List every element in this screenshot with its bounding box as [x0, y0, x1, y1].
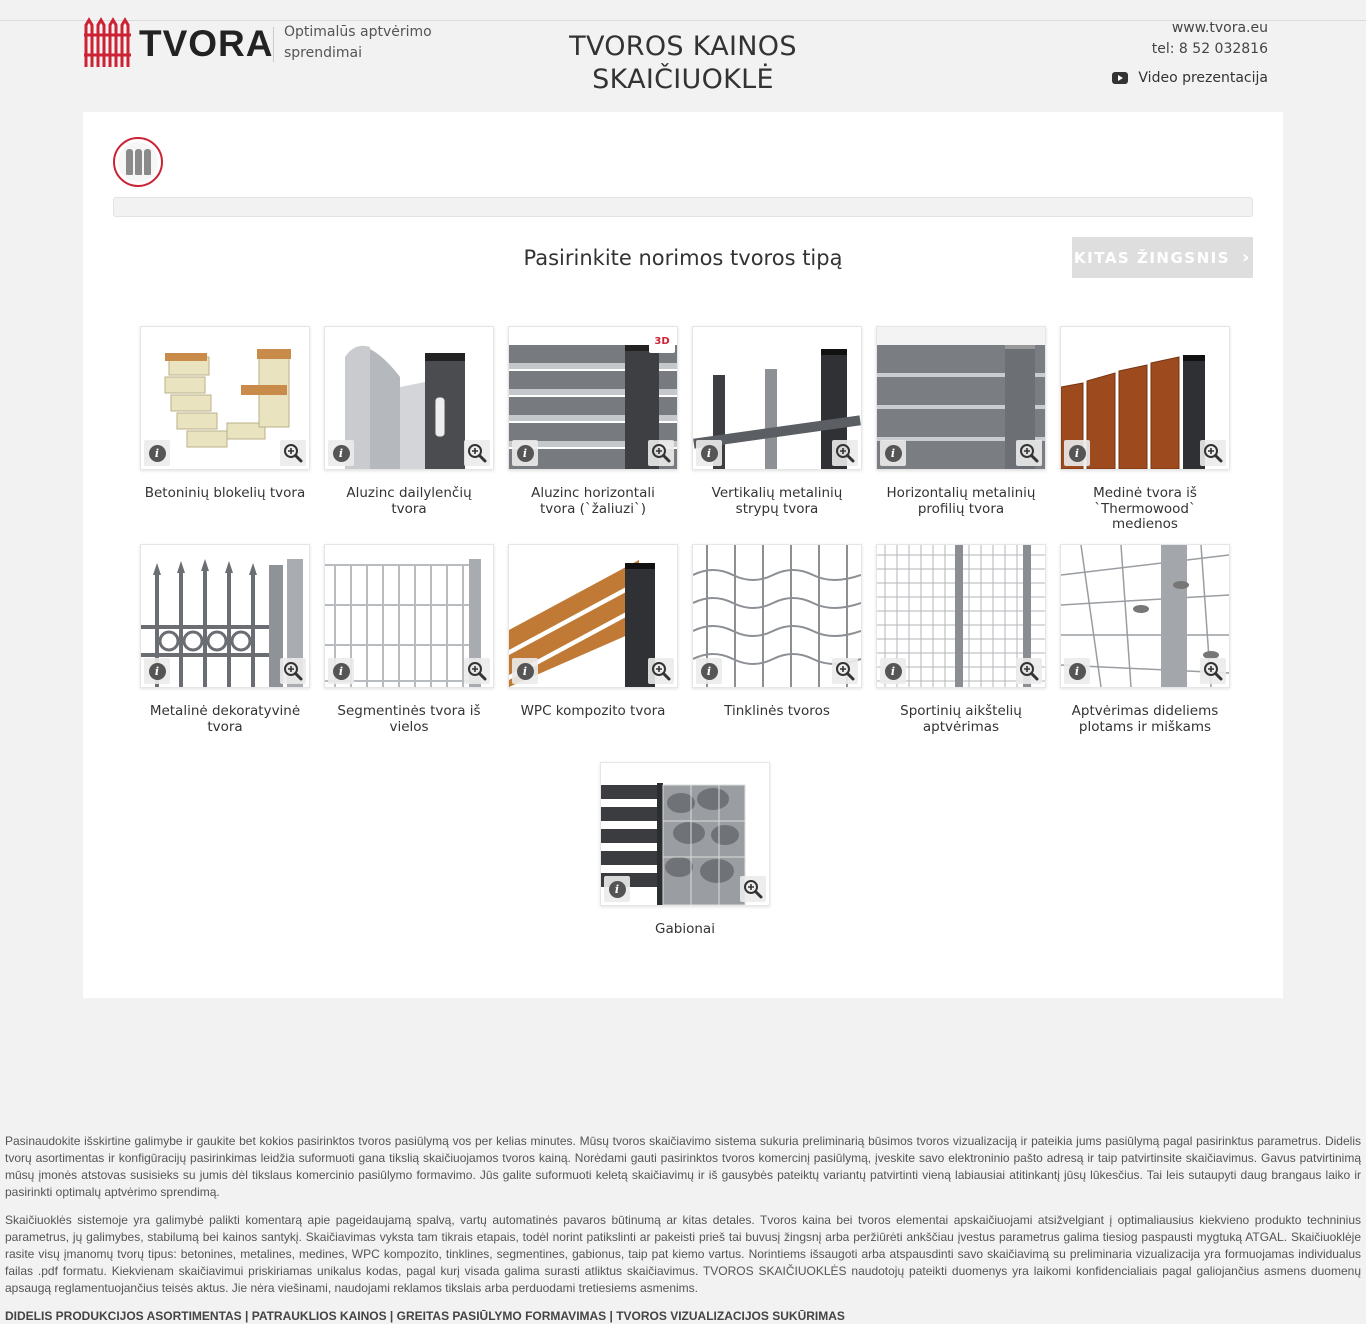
footer-paragraph-1: Pasinaudokite išskirtine galimybe ir gaukite bet kokios pasirinktos tvoros pasiūlymą vos per kelias minutes. Mūsų tvoros skaičiavimo sistema sukuria preliminarią būsimos tvoros vizualizaciją ir pateikia jums pasiūlymą pagal pasirinktus parametrus. Didelis tvorų asortimentas ir konfigūracijų pasirinkimas leidžia suformuoti gana tikslią skaičiuojamos tvoros kainą. Norėdami gauti pasirinktos tvoros komercinį pasiūlymą, įveskite savo elektroninio pašto adresą ir taip patvirtinsite skaičiavimus. Gavus patvirtinimą mūsų įmonės atstovas susisieks su jumis dėl tikslaus komercinio pasiūlymo formavimo. Jūs galite suformuoti keletą skaičiavimų ir iš gausybės pateiktų variantų patvirtinti vieną labiausiai atitinkantį jūsų lūkesčius. Tai leis sutaupyti daug brangaus laiko ir pasirinkti optimalų aptvėrimo sprendimą. [5, 1134, 1361, 1199]
progress-bar [113, 197, 1253, 217]
fence-type-label[interactable]: Aptvėrimas dideliems plotams ir miškams [1071, 703, 1219, 735]
logo[interactable] [83, 17, 274, 69]
fence-type-label[interactable]: Tinklinės tvoros [724, 703, 830, 719]
info-icon: i [517, 663, 534, 680]
zoom-button[interactable] [1200, 440, 1226, 466]
fence-type-card[interactable] [508, 326, 678, 517]
zoom-button[interactable] [1016, 440, 1042, 466]
info-button[interactable] [1064, 658, 1090, 684]
info-button[interactable] [696, 440, 722, 466]
fence-type-image[interactable] [508, 326, 678, 470]
fence-type-image[interactable] [324, 544, 494, 688]
zoom-button[interactable] [648, 658, 674, 684]
info-button[interactable] [512, 440, 538, 466]
calculator-card [83, 112, 1283, 998]
fence-type-image[interactable] [692, 326, 862, 470]
zoom-button[interactable] [464, 658, 490, 684]
logo-text: TVORA [139, 22, 274, 64]
fence-type-card[interactable] [1060, 544, 1230, 735]
fence-type-card[interactable] [692, 544, 862, 720]
page-title-line2: SKAIČIUOKLĖ [592, 64, 774, 95]
info-button[interactable] [880, 658, 906, 684]
info-icon: i [701, 663, 718, 680]
info-button[interactable] [604, 876, 630, 902]
phone-number[interactable]: tel: 8 52 032816 [1151, 41, 1268, 57]
fence-type-label[interactable]: Segmentinės tvora iš vielos [337, 703, 481, 735]
info-icon: i [333, 663, 350, 680]
video-link[interactable] [1112, 70, 1268, 86]
fence-type-card[interactable] [876, 326, 1046, 517]
zoom-button[interactable] [1016, 658, 1042, 684]
info-icon: i [609, 881, 626, 898]
zoom-button[interactable] [832, 658, 858, 684]
info-icon: i [885, 663, 902, 680]
fence-step-icon [126, 149, 133, 175]
info-icon: i [1069, 663, 1086, 680]
footer-tagline: DIDELIS PRODUKCIJOS ASORTIMENTAS | PATRAUKLIOS KAINOS | GREITAS PASIŪLYMO FORMAVIMAS | TVOROS VIZUALIZACIJOS SUKŪRIMAS [5, 1309, 845, 1323]
info-button[interactable] [328, 440, 354, 466]
section-title: Pasirinkite norimos tvoros tipą [523, 246, 843, 270]
info-button[interactable] [144, 440, 170, 466]
fence-type-card[interactable] [876, 544, 1046, 735]
tagline: Optimalūs aptvėrimo sprendimai [284, 24, 432, 61]
fence-type-image[interactable] [140, 544, 310, 688]
info-icon: i [149, 663, 166, 680]
info-icon: i [333, 445, 350, 462]
fence-type-label[interactable]: Horizontalių metalinių profilių tvora [886, 485, 1036, 517]
fence-type-image[interactable] [1060, 326, 1230, 470]
fence-type-label[interactable]: Gabionai [655, 921, 715, 937]
zoom-button[interactable] [280, 658, 306, 684]
info-button[interactable] [880, 440, 906, 466]
info-icon: i [1069, 445, 1086, 462]
zoom-button[interactable] [832, 440, 858, 466]
fence-type-image[interactable] [324, 326, 494, 470]
info-button[interactable] [144, 658, 170, 684]
zoom-in-icon [1019, 661, 1039, 681]
website-link[interactable]: www.tvora.eu [1171, 20, 1268, 36]
logo-separator [273, 27, 274, 62]
fence-type-image[interactable] [876, 326, 1046, 470]
video-play-icon [1112, 72, 1128, 84]
fence-type-card[interactable] [600, 762, 770, 938]
contact-info [1152, 18, 1268, 60]
info-button[interactable] [1064, 440, 1090, 466]
fence-type-image[interactable] [876, 544, 1046, 688]
next-step-button[interactable] [1072, 237, 1253, 278]
step-fence-type[interactable] [113, 137, 163, 187]
info-icon: i [885, 445, 902, 462]
zoom-in-icon [467, 443, 487, 463]
zoom-in-icon [467, 661, 487, 681]
zoom-in-icon [651, 661, 671, 681]
fence-type-label[interactable]: Sportinių aikštelių aptvėrimas [900, 703, 1022, 735]
zoom-in-icon [1203, 443, 1223, 463]
fence-type-label[interactable]: Aluzinc dailylenčių tvora [346, 485, 472, 517]
fence-type-image[interactable] [692, 544, 862, 688]
zoom-button[interactable] [648, 440, 674, 466]
chevron-right-icon: › [1242, 247, 1251, 268]
zoom-in-icon [743, 879, 763, 899]
fence-logo-icon [83, 17, 133, 69]
info-icon: i [149, 445, 166, 462]
fence-type-card[interactable] [692, 326, 862, 517]
fence-type-image[interactable] [508, 544, 678, 688]
footer [5, 1133, 1361, 1324]
fence-type-card[interactable] [140, 544, 310, 735]
fence-type-label[interactable]: Medinė tvora iš `Thermowood` medienos [1093, 485, 1197, 532]
fence-type-label[interactable]: Aluzinc horizontali tvora (`žaliuzi`) [531, 485, 655, 517]
zoom-button[interactable] [464, 440, 490, 466]
zoom-in-icon [283, 661, 303, 681]
fence-type-card[interactable] [324, 326, 494, 517]
zoom-in-icon [651, 443, 671, 463]
zoom-in-icon [1019, 443, 1039, 463]
fence-type-card[interactable] [140, 326, 310, 502]
info-button[interactable] [328, 658, 354, 684]
page-title-line1: TVOROS KAINOS [569, 31, 797, 62]
zoom-in-icon [835, 443, 855, 463]
zoom-button[interactable] [1200, 658, 1226, 684]
footer-paragraph-2: Skaičiuoklės sistemoje yra galimybė palikti komentarą apie pageidaujamą spalvą, vartų automatinės pavaros būtinumą ar kitas detales. Tvoros kaina bei tvoros elementai apskaičiuojami atsižvelgiant į optimaliausius kiekvieno produkto techninius parametrus, jų galimybes, stabilumą bei kainos santykį. Skaičiavimas vyksta tam tikrais etapais, todėl norint patikslinti ar pakeisti prieš tai buvusį žingsnį arba peržiūrėti ankščiau įvestus parametrus galima tiesiog paspausti mygtuką ATGAL. Skaičiuoklėje rasite visų įmanomų tvorų tipus: betonines, metalines, medines, WPC kompozito, tinklines, segmentines, gabionus, taip pat kiemo vartus. Norintiems išsaugoti arba atspausdinti savo skaičiavimą su preliminaria vizualizacija yra formuojamas individualus failas .pdf formatu. Kiekvienam skaičiavimui priskiriamas unikalus kodas, pagal kurį visada galima surasti atliktus skaičiavimus. TVOROS SKAIČIUOKLĖS naudotojų pateikti duomenys yra laikomi konfidencialiais pagal galiojančius asmens duomenų apsaugą reglamentuojančius teisės aktus. Jie nėra viešinami, naudojami reklamos tikslais arba perduodami tretiesiems asmenims. [5, 1213, 1361, 1295]
fence-type-card[interactable] [508, 544, 678, 720]
next-step-label: KITAS ŽINGSNIS [1074, 248, 1231, 267]
info-button[interactable] [512, 658, 538, 684]
fence-type-label[interactable]: Vertikalių metalinių strypų tvora [711, 485, 843, 517]
fence-type-image[interactable] [1060, 544, 1230, 688]
page-title [533, 30, 833, 96]
fence-type-image[interactable] [140, 326, 310, 470]
fence-type-label[interactable]: Betoninių blokelių tvora [144, 485, 306, 501]
zoom-in-icon [283, 443, 303, 463]
info-icon: i [517, 445, 534, 462]
info-icon: i [701, 445, 718, 462]
zoom-button[interactable] [280, 440, 306, 466]
zoom-in-icon [835, 661, 855, 681]
badge-3d-icon: 3D [649, 329, 675, 353]
fence-type-card[interactable] [324, 544, 494, 735]
zoom-button[interactable] [740, 876, 766, 902]
fence-type-label[interactable]: Metalinė dekoratyvinė tvora [149, 703, 301, 735]
fence-type-label[interactable]: WPC kompozito tvora [520, 703, 666, 719]
info-button[interactable] [696, 658, 722, 684]
fence-type-card[interactable] [1060, 326, 1230, 533]
zoom-in-icon [1203, 661, 1223, 681]
video-label: Video prezentacija [1138, 70, 1268, 86]
fence-type-image[interactable] [600, 762, 770, 906]
